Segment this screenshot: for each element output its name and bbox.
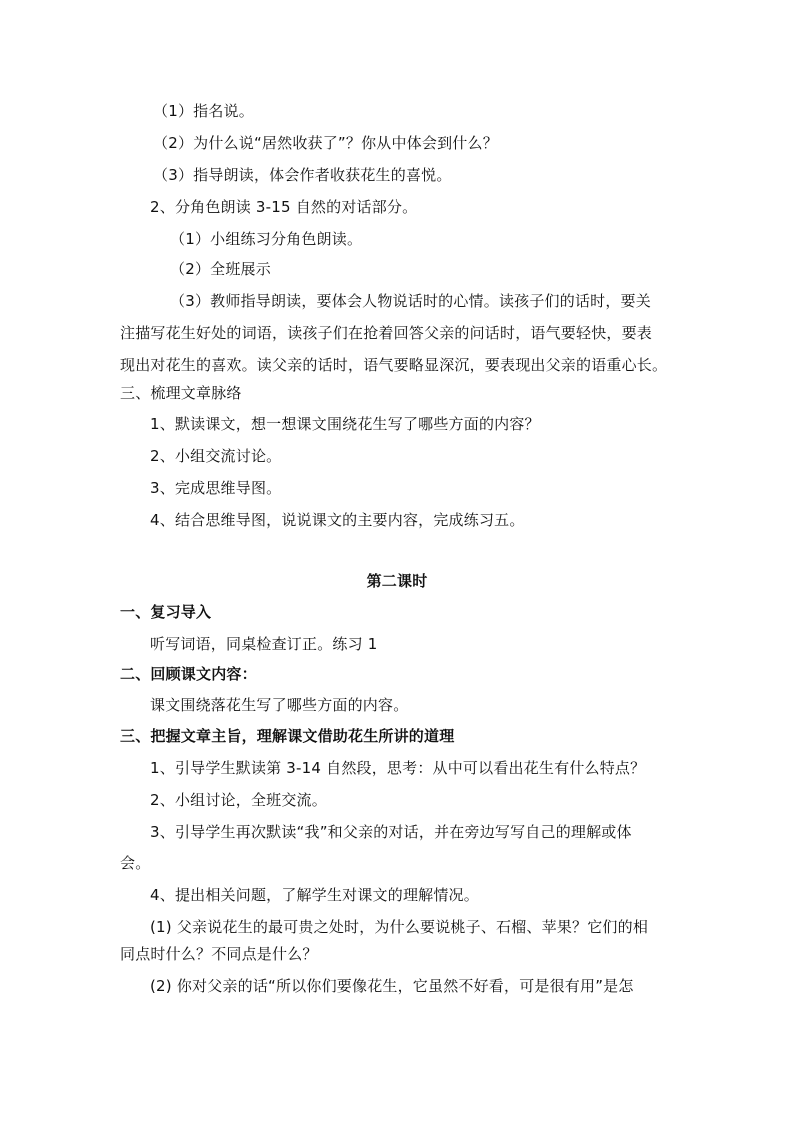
- section-3-item-2: 2、小组交流讨论。: [150, 447, 282, 465]
- lesson-2-item-2: 2、小组讨论，全班交流。: [150, 791, 327, 809]
- step-2-sub-3-line-2: 注描写花生好处的词语，读孩子们在抢着回答父亲的问话时，语气要轻快，要表: [120, 324, 653, 342]
- section-3-item-3: 3、完成思维导图。: [150, 479, 282, 497]
- lesson-2-question-2-line-1: (2) 你对父亲的话“所以你们要像花生，它虽然不好看，可是很有用”是怎: [150, 977, 634, 995]
- lesson-2-heading-1-text: 听写词语，同桌检查订正。练习 1: [150, 635, 378, 653]
- lesson-2-item-3-line-2: 会。: [120, 854, 151, 872]
- question-3: （3）指导朗读，体会作者收获花生的喜悦。: [153, 166, 452, 184]
- step-2-sub-3-line-3: 现出对花生的喜欢。读父亲的话时，语气要略显深沉，要表现出父亲的语重心长。: [120, 356, 668, 374]
- lesson-2-item-1: 1、引导学生默读第 3-14 自然段，思考：从中可以看出花生有什么特点？: [150, 759, 646, 777]
- step-2-sub-3-line-1: （3）教师指导朗读，要体会人物说话时的心情。读孩子们的话时，要关: [170, 292, 651, 310]
- step-2-sub-1: （1）小组练习分角色朗读。: [170, 230, 363, 248]
- lesson-2-heading-3: 三、把握文章主旨，理解课文借助花生所讲的道理: [120, 727, 455, 745]
- section-3-heading: 三、梳理文章脉络: [120, 384, 242, 402]
- lesson-2-heading-1: 一、复习导入: [120, 603, 212, 621]
- lesson-2-item-4: 4、提出相关问题，了解学生对课文的理解情况。: [150, 886, 479, 904]
- lesson-2-heading-2: 二、回顾课文内容：: [120, 665, 257, 683]
- lesson-2-question-1-line-2: 同点时什么？不同点是什么？: [120, 945, 318, 963]
- lesson-2-title: 第二课时: [366, 572, 428, 590]
- step-2-sub-2: （2）全班展示: [170, 260, 271, 278]
- section-3-item-1: 1、默读课文，想一想课文围绕花生写了哪些方面的内容？: [150, 415, 540, 433]
- question-1: （1）指名说。: [153, 102, 254, 120]
- lesson-2-item-3-line-1: 3、引导学生再次默读“我”和父亲的对话，并在旁边写写自己的理解或体: [150, 823, 632, 841]
- question-2: （2）为什么说“居然收获了”？你从中体会到什么？: [153, 134, 498, 152]
- section-3-item-4: 4、结合思维导图，说说课文的主要内容，完成练习五。: [150, 511, 525, 529]
- lesson-2-heading-2-text: 课文围绕落花生写了哪些方面的内容。: [150, 696, 409, 714]
- step-2: 2、分角色朗读 3-15 自然的对话部分。: [150, 198, 418, 216]
- lesson-2-question-1-line-1: (1) 父亲说花生的最可贵之处时，为什么要说桃子、石榴、苹果？它们的相: [150, 918, 649, 936]
